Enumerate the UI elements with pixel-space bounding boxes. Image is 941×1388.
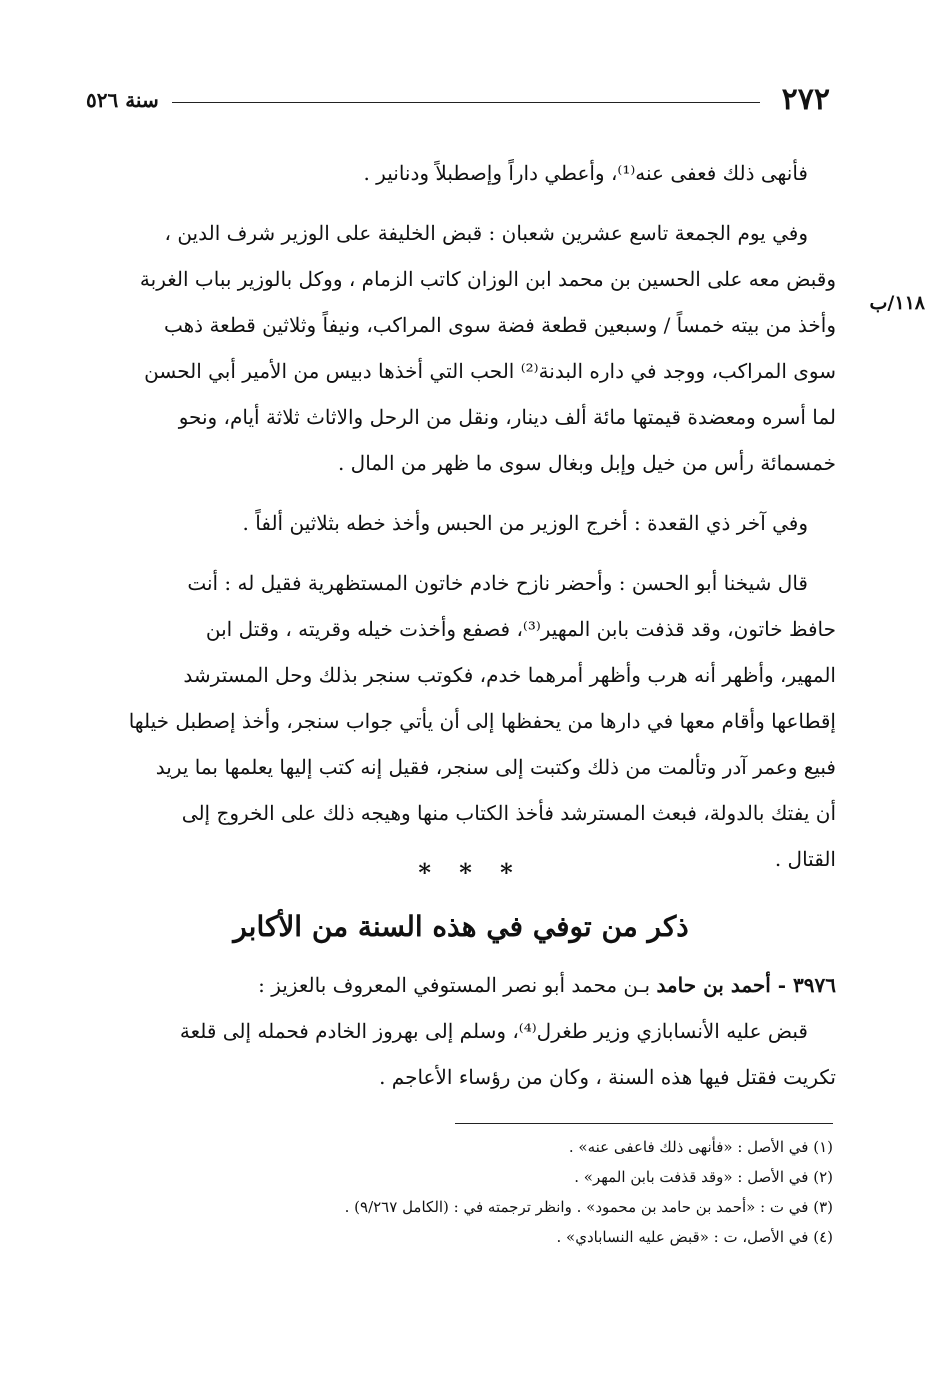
text-line: سوى المراكب، ووجد في داره البدنة⁽²⁾ الحب التي أخذها دبيس من الأمير أبي الحسن <box>144 359 836 383</box>
text-line: فأنهى ذلك فعفى عنه⁽¹⁾، وأعطي داراً وإصطبلاً ودنانير . <box>363 161 808 185</box>
text-line: لما أسره ومعضدة قيمتها مائة ألف دينار، ونقل من الرحل والاثاث ثلاثة أيام، ونحو <box>178 405 836 429</box>
paragraph-3 <box>86 500 836 546</box>
entry-number-name: ٣٩٧٦ - أحمد بن حامد <box>656 973 836 997</box>
text-line: وقبض معه على الحسين بن محمد ابن الوزان كاتب الزمام ، ووكل بالوزير بباب الغربة <box>139 267 836 291</box>
entry-title-line <box>86 962 836 1008</box>
text-line: قبض عليه الأنسابازي وزير طغرل⁽⁴⁾، وسلم إلى بهروز الخادم فحمله إلى قلعة <box>179 1019 808 1043</box>
section-heading: ذكر من توفي في هذه السنة من الأكابر <box>233 910 689 943</box>
footnote-rule <box>455 1123 833 1124</box>
text-line: أن يفتك بالدولة، فبعث المسترشد فأخذ الكتاب منها وهيجه ذلك على الخروج إلى <box>181 801 836 825</box>
text-line: القتال . <box>774 847 836 871</box>
footnote: (٢) في الأصل : «وقد قذفت بابن المهر» . <box>574 1168 833 1186</box>
text-line: قال شيخنا أبو الحسن : وأحضر نازح خادم خاتون المستظهرية فقيل له : أنت <box>187 571 808 595</box>
text-line: تكريت فقتل فيها هذه السنة ، وكان من رؤساء الأعاجم . <box>379 1065 836 1089</box>
section-separator: * * * <box>418 858 523 887</box>
footnotes <box>200 1132 833 1252</box>
text-line: وفي يوم الجمعة تاسع عشرين شعبان : قبض الخليفة على الوزير شرف الدين ، <box>164 221 808 245</box>
entry-name-rest: بـن محمد أبو نصر المستوفي المعروف بالعزيز : <box>258 973 651 997</box>
page-header <box>86 82 830 122</box>
paragraph-4 <box>86 560 836 882</box>
paragraph-2 <box>86 210 836 486</box>
footnote: (٤) في الأصل، ت : «قبض عليه النسابادي» . <box>556 1228 833 1246</box>
manuscript-folio-note: ١١٨/ب <box>869 292 925 314</box>
text-line: خمسمائة رأس من خيل وإبل وبغال سوى ما ظهر من المال . <box>337 451 836 475</box>
page-number: ٢٧٢ <box>781 82 830 117</box>
text-line: إقطاعها وأقام معها في دارها من يحفظها إلى أن يأتي جواب سنجر، وأخذ إصطبل خيلها <box>128 709 836 733</box>
running-title: سنة ٥٢٦ <box>86 88 159 112</box>
main-text <box>86 150 836 896</box>
header-rule <box>172 102 760 103</box>
text-line: وأخذ من بيته خمساً / وسبعين قطعة فضة سوى المراكب، ونيفاً وثلاثين قطعة ذهب <box>164 313 836 337</box>
text-line: فبيع وعمر آدر وتألمت من ذلك وكتبت إلى سنجر، فقيل إنه كتب إليها يعلمها بما يريد <box>155 755 836 779</box>
biography-entry <box>86 962 836 1100</box>
footnote: (١) في الأصل : «فأنهى ذلك فاعفى عنه» . <box>568 1138 833 1156</box>
text-line: وفي آخر ذي القعدة : أخرج الوزير من الحبس وأخذ خطه بثلاثين ألفاً . <box>242 511 808 535</box>
footnote: (٣) في ت : «أحمد بن حامد بن محمود» . وانظر ترجمته في : (الكامل ٩/٢٦٧) . <box>344 1198 833 1216</box>
paragraph-1 <box>86 150 836 196</box>
text-line: حافظ خاتون، وقد قذفت بابن المهير⁽³⁾، فصفع وأخذت خيله وقريته ، وقتل ابن <box>205 617 836 641</box>
text-line: المهير، وأظهر أنه هرب وأظهر أمرهما خدم، فكوتب سنجر بذلك وحل المسترشد <box>183 663 836 687</box>
